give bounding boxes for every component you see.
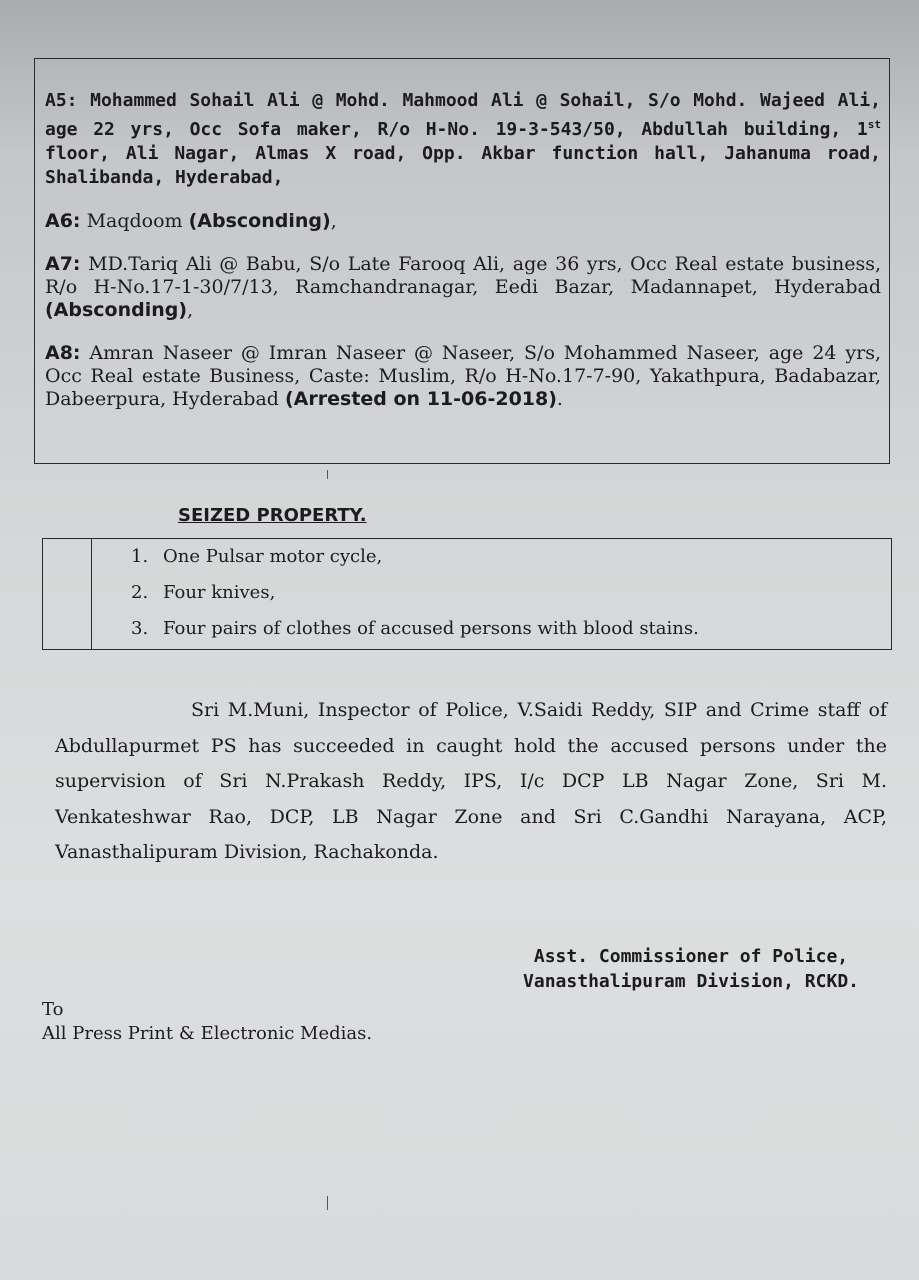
- scan-mark: [327, 470, 328, 479]
- seized-item-text: Four knives,: [163, 582, 276, 603]
- accused-a5-text: Mohammed Sohail Ali @ Mohd. Mahmood Ali @ Sohail, S/o Mohd. Wajeed Ali, age 22 yrs, Occ Sofa maker, R/o H-No. 19-3-543/50, Abdullah building, 1: [45, 90, 881, 140]
- accused-a8-status: (Arrested on 11-06-2018): [285, 388, 557, 410]
- seized-item: [131, 543, 699, 579]
- accused-a5-label: A5:: [45, 90, 78, 111]
- accused-a7-label: A7:: [45, 253, 81, 275]
- seized-item-text: One Pulsar motor cycle,: [163, 546, 383, 567]
- seized-property-title: SEIZED PROPERTY.: [178, 505, 367, 526]
- signature-title: Asst. Commissioner of Police,: [533, 946, 849, 967]
- seized-item-text: Four pairs of clothes of accused persons with blood stains.: [163, 618, 699, 639]
- accused-a8-label: A8:: [45, 342, 81, 364]
- body-paragraph: [55, 693, 887, 871]
- seized-item: [131, 579, 699, 615]
- accused-a8-tail: .: [556, 388, 563, 410]
- accused-a7: [45, 253, 881, 322]
- table-column-divider: [91, 539, 92, 649]
- recipient-to: To: [42, 999, 64, 1020]
- seized-item-number: 3.: [131, 618, 149, 639]
- seized-item-number: 1.: [131, 546, 149, 567]
- seized-item-number: 2.: [131, 582, 149, 603]
- accused-a6: [45, 210, 881, 233]
- accused-details-box: [34, 58, 890, 464]
- scan-mark: [327, 1196, 328, 1210]
- accused-a8: [45, 342, 881, 411]
- accused-a6-name: Maqdoom: [80, 210, 189, 232]
- accused-a7-status: (Absconding): [45, 299, 188, 321]
- seized-property-list: [131, 543, 699, 651]
- recipient-block: [42, 998, 372, 1046]
- accused-a5-text-cont: floor, Ali Nagar, Almas X road, Opp. Akbar function hall, Jahanuma road, Shalibanda, Hyderabad,: [45, 143, 881, 188]
- seized-item: [131, 615, 699, 651]
- body-paragraph-text: Sri M.Muni, Inspector of Police, V.Saidi Reddy, SIP and Crime staff of Abdullapurmet PS has succeeded in caught hold the accused persons under the supervision of Sri N.Prakash Reddy, IPS, I/c DCP LB Nagar Zone, Sri M. Venkateshwar Rao, DCP, LB Nagar Zone and Sri C.Gandhi Narayana, ACP, Vanasthalipuram Division, Rachakonda.: [55, 699, 887, 863]
- accused-a6-label: A6:: [45, 210, 81, 232]
- accused-a6-status: (Absconding): [188, 210, 331, 232]
- signature-division: Vanasthalipuram Division, RCKD.: [523, 971, 859, 992]
- accused-a5-sup: st: [867, 118, 881, 131]
- accused-a8-text: Amran Naseer @ Imran Naseer @ Naseer, S/o Mohammed Naseer, age 24 yrs, Occ Real estate Business, Caste: Muslim, R/o H-No.17-7-90, Yakathpura, Badabazar, Dabeerpura, Hyderabad: [45, 342, 881, 410]
- accused-a7-tail: ,: [187, 299, 194, 321]
- accused-a7-text: MD.Tariq Ali @ Babu, S/o Late Farooq Ali, age 36 yrs, Occ Real estate business, R/o H-No.17-1-30/7/13, Ramchandranagar, Eedi Bazar, Madannapet, Hyderabad: [45, 253, 881, 298]
- accused-a5: [45, 89, 881, 190]
- seized-property-table: [42, 538, 892, 650]
- accused-a6-tail: ,: [330, 210, 337, 232]
- recipient-list: All Press Print & Electronic Medias.: [42, 1023, 373, 1044]
- signature-block: [523, 944, 859, 994]
